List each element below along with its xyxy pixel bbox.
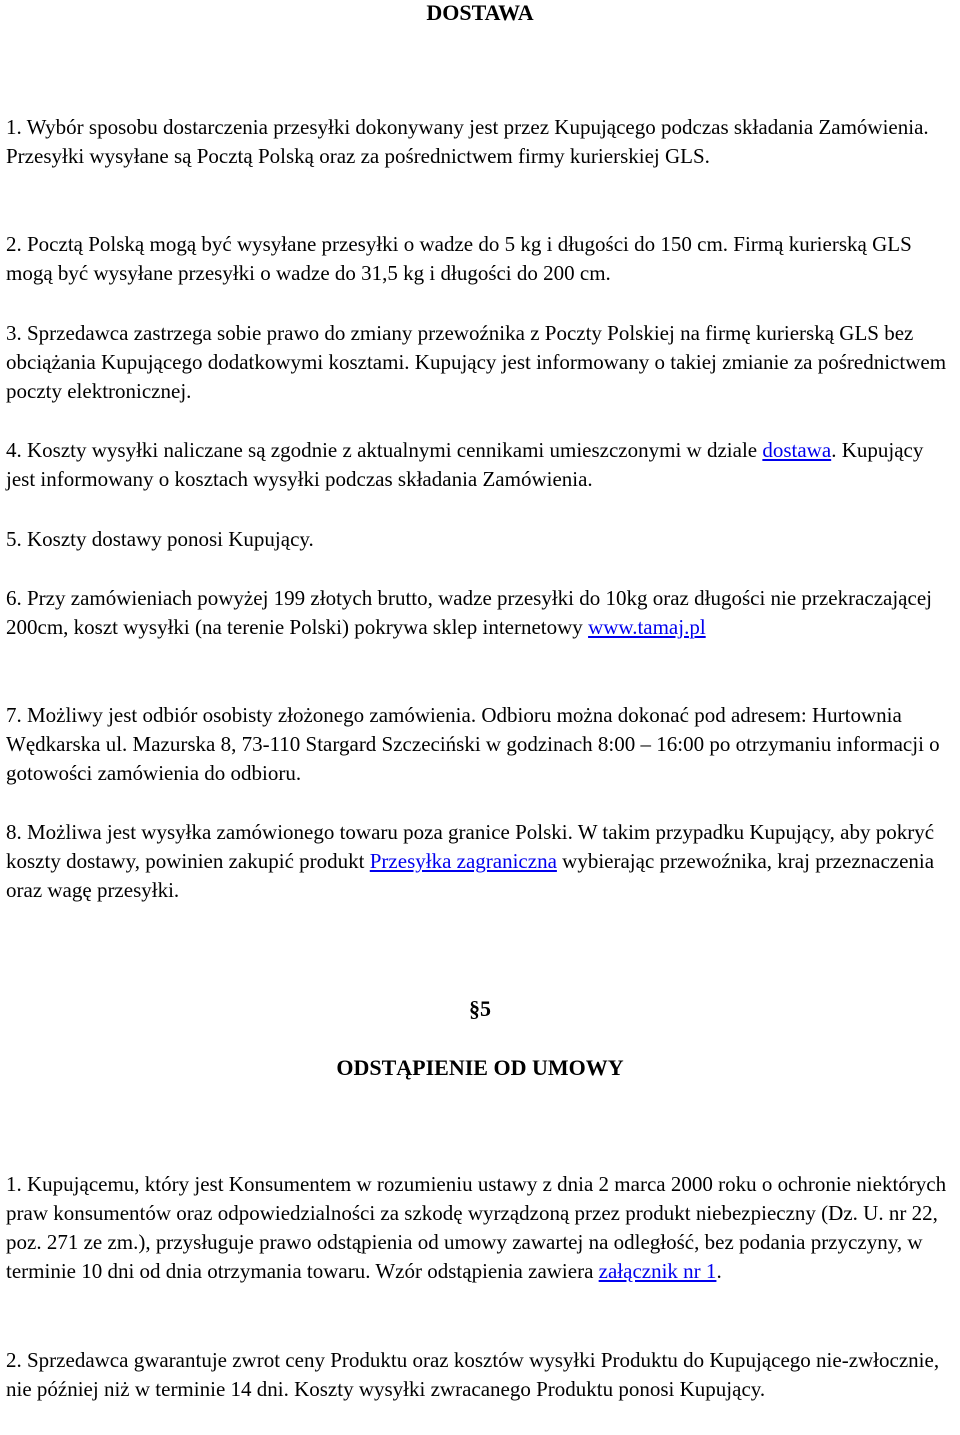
paragraph-2: 2. Pocztą Polską mogą być wysyłane przesyłki o wadze do 5 kg i długości do 150 cm. Firmą kurierską GLS mogą być wysyłane przesyłki o wadze do 31,5 kg i długości do 200 cm. — [6, 232, 912, 285]
attachment-1-link[interactable]: załącznik nr 1 — [598, 1259, 717, 1283]
paragraph-4-text: 4. Koszty wysyłki naliczane są zgodnie z aktualnymi cennikami umieszczonymi w dziale — [6, 438, 763, 462]
dostawa-link[interactable]: dostawa — [762, 438, 832, 462]
paragraph-8-text-end: wybierając przewoźnika, kraj przeznaczenia oraz wagę przesyłki. — [6, 849, 935, 902]
paragraph-7: 7. Możliwy jest odbiór osobisty złożonego zamówienia. Odbioru można dokonać pod adresem: Hurtownia Wędkarska ul. Mazurska 8, 73-110 Stargard Szczeciński w godzinach 8:00 – 16:00 po otrzymaniu informacji o gotowości zamówienia do odbioru. — [6, 703, 940, 785]
paragraph-3: 3. Sprzedawca zastrzega sobie prawo do zmiany przewoźnika z Poczty Polskiej na firmę kurierską GLS bez obciążania Kupującego dodatkowymi kosztami. Kupujący jest informowany o takiej zmianie za pośrednictwem poczty elektronicznej. — [6, 321, 947, 403]
paragraph-8 — [6, 818, 954, 905]
paragraph-1: 1. Wybór sposobu dostarczenia przesyłki dokonywany jest przez Kupującego podczas składania Zamówienia. Przesyłki wysyłane są Pocztą Polską oraz za pośrednictwem firmy kurierskiej GLS. — [6, 115, 929, 168]
withdrawal-paragraph-1-text-end: . — [716, 1259, 722, 1283]
paragraph-6 — [6, 584, 954, 642]
withdrawal-paragraph-2: 2. Sprzedawca gwarantuje zwrot ceny Produktu oraz kosztów wysyłki Produktu do Kupującego nie-zwłocznie, nie później niż w terminie 14 dni. Koszty wysyłki zwracanego Produktu ponosi Kupujący. — [6, 1348, 940, 1401]
paragraph-5: 5. Koszty dostawy ponosi Kupujący. — [6, 527, 314, 551]
paragraph-6-text: 6. Przy zamówieniach powyżej 199 złotych brutto, wadze przesyłki do 10kg oraz długości nie przekraczającej 200cm, koszt wysyłki (na terenie Polski) pokrywa sklep internetowy — [6, 586, 932, 639]
paragraph-4-text-end: . Kupujący jest informowany o kosztach wysyłki podczas składania Zamówienia. — [6, 438, 924, 491]
international-shipment-link[interactable]: Przesyłka zagraniczna — [369, 849, 557, 873]
withdrawal-paragraph-1 — [6, 1170, 954, 1286]
withdrawal-paragraph-1-text: 1. Kupującemu, który jest Konsumentem w rozumieniu ustawy z dnia 2 marca 2000 roku o ochronie niektórych praw konsumentów oraz odpowiedzialności za szkodę wyrządzoną przez produkt niebezpieczny (Dz. U. nr 22, poz. 271 ze zm.), przysługuje prawo odstąpienia od umowy zawartej na odległość, bez podania przyczyny, w terminie 10 dni od dnia otrzymania towaru. Wzór odstąpienia zawiera — [6, 1172, 947, 1283]
section-number: §5 — [469, 996, 491, 1021]
paragraph-4 — [6, 436, 954, 494]
paragraph-8-text: 8. Możliwa jest wysyłka zamówionego towaru poza granice Polski. W takim przypadku Kupujący, aby pokryć koszty dostawy, powinien zakupić produkt — [6, 820, 935, 873]
section-heading-withdrawal: ODSTĄPIENIE OD UMOWY — [336, 1055, 624, 1080]
section-heading-dostawa: DOSTAWA — [426, 0, 534, 25]
shop-website-link[interactable]: www.tamaj.pl — [588, 615, 706, 639]
